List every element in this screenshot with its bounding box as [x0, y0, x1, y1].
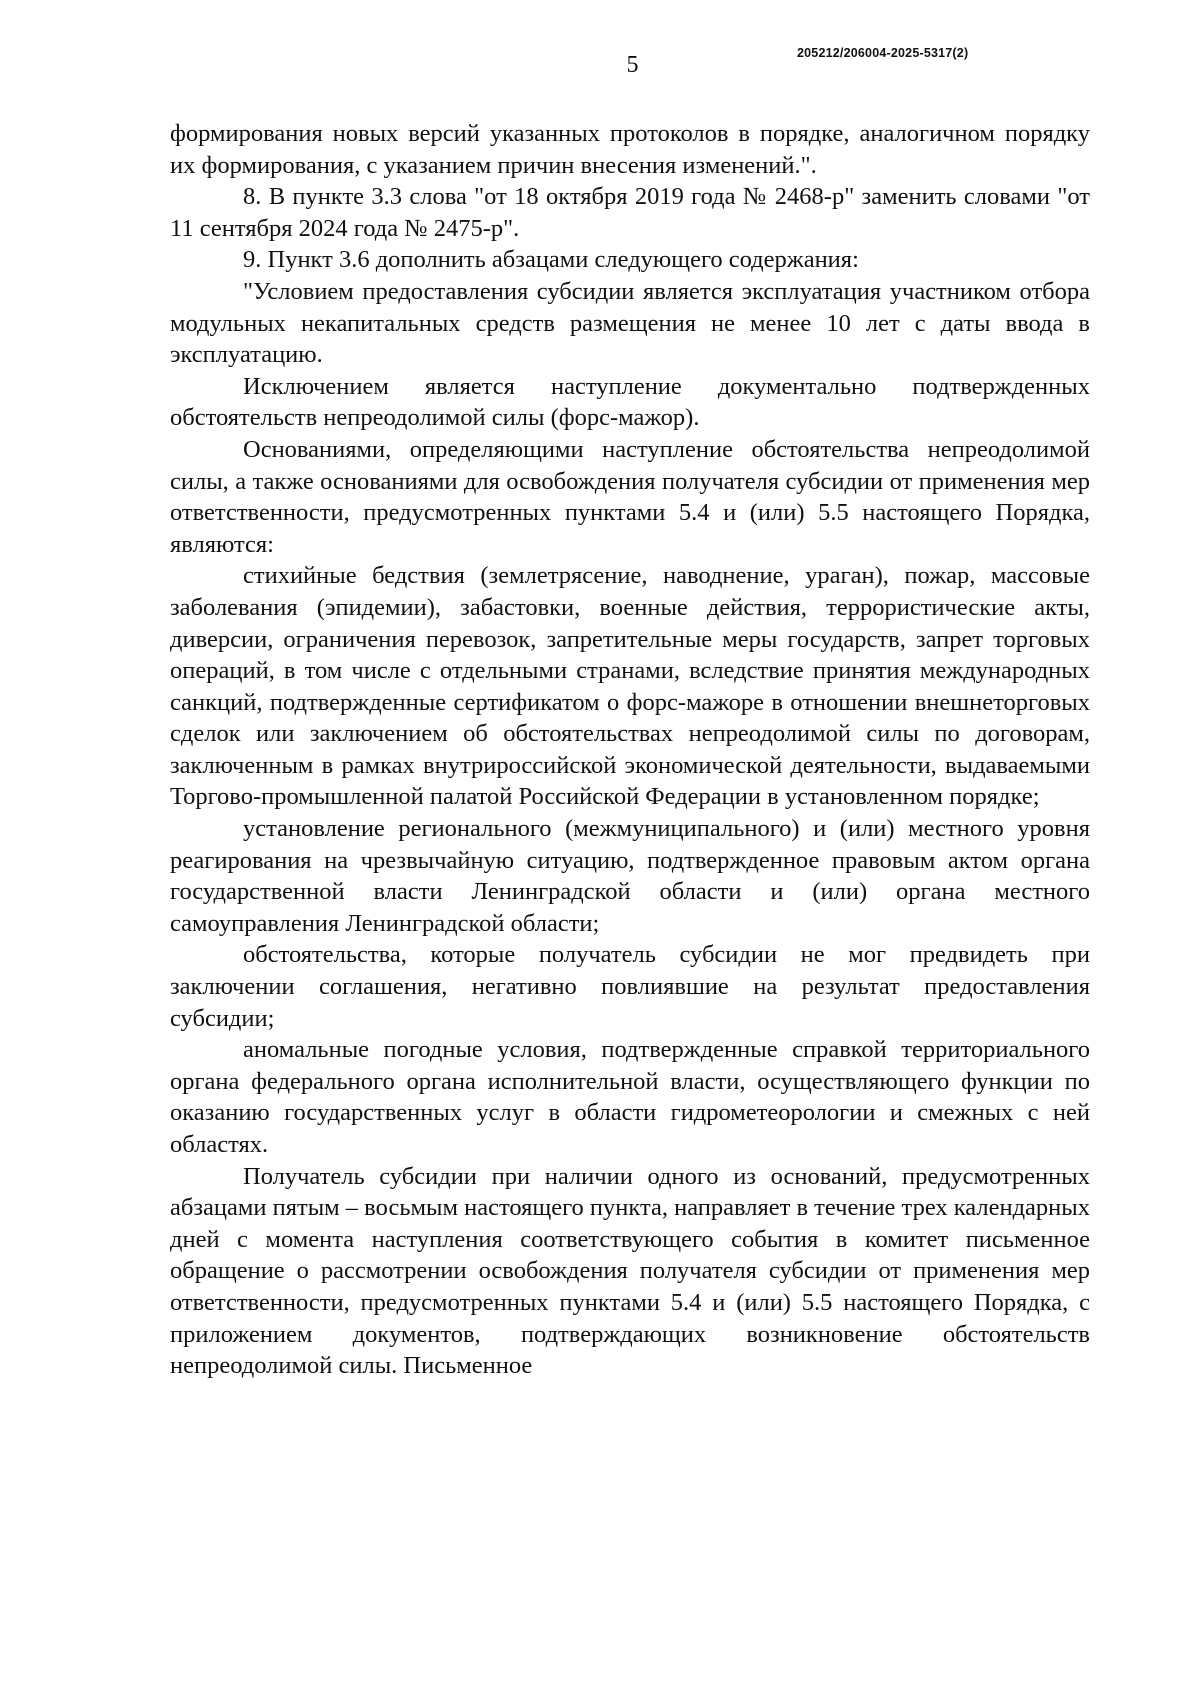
page-number: 5: [626, 52, 639, 78]
paragraph-ground-1: стихийные бедствия (землетрясение, наводнение, ураган), пожар, массовые заболевания (эпидемии), забастовки, военные действия, террористические акты, диверсии, ограничения перевозок, запретительные меры государств, запрет торговых операций, в том числе с отдельными странами, вследствие принятия международных санкций, подтвержденные сертификатом о форс-мажоре в отношении внешнеторговых сделок или заключением об обстоятельствах непреодолимой силы по договорам, заключенным в рамках внутрироссийской экономической деятельности, выдаваемыми Торгово-промышленной палатой Российской Федерации в установленном порядке;: [170, 562, 1090, 811]
paragraph-ground-4: аномальные погодные условия, подтвержденные справкой территориального органа федерального органа исполнительной власти, осуществляющего функции по оказанию государственных услуг в области гидрометеорологии и смежных с ней областях.: [170, 1036, 1090, 1158]
paragraph-ground-2: установление регионального (межмуниципального) и (или) местного уровня реагирования на чрезвычайную ситуацию, подтвержденное правовым актом органа государственной власти Ленинградской области и (или) органа местного самоуправления Ленинградской области;: [170, 815, 1090, 937]
paragraph-continuation: формирования новых версий указанных протоколов в порядке, аналогичном порядку их формирования, с указанием причин внесения изменений.".: [170, 120, 1090, 179]
paragraph-item-8: 8. В пункте 3.3 слова "от 18 октября 2019 года № 2468-р" заменить словами "от 11 сентября 2024 года № 2475-р".: [170, 183, 1090, 242]
paragraph-item-9: 9. Пункт 3.6 дополнить абзацами следующего содержания:: [243, 246, 859, 274]
paragraph-ground-3: обстоятельства, которые получатель субсидии не мог предвидеть при заключении соглашения, негативно повлиявшие на результат предоставления субсидии;: [170, 941, 1090, 1032]
document-id: 205212/206004-2025-5317(2): [797, 46, 969, 60]
paragraph-exception: Исключением является наступление документально подтвержденных обстоятельств непреодолимой силы (форс-мажор).: [170, 372, 1090, 432]
paragraph-recipient: Получатель субсидии при наличии одного из оснований, предусмотренных абзацами пятым – восьмым настоящего пункта, направляет в течение трех календарных дней с момента наступления соответствующего события в комитет письменное обращение о рассмотрении освобождения получателя субсидии от применения мер ответственности, предусмотренных пунктами 5.4 и (или) 5.5 настоящего Порядка, с приложением документов, подтверждающих возникновение обстоятельств непреодолимой силы. Письменное: [170, 1162, 1090, 1380]
document-body: [170, 118, 1090, 1382]
paragraph-condition: "Условием предоставления субсидии является эксплуатация участником отбора модульных некапитальных средств размещения не менее 10 лет с даты ввода в эксплуатацию.: [170, 277, 1090, 369]
paragraph-grounds: Основаниями, определяющими наступление обстоятельства непреодолимой силы, а также основаниями для освобождения получателя субсидии от применения мер ответственности, предусмотренных пунктами 5.4 и (или) 5.5 настоящего Порядка, являются:: [170, 435, 1090, 558]
